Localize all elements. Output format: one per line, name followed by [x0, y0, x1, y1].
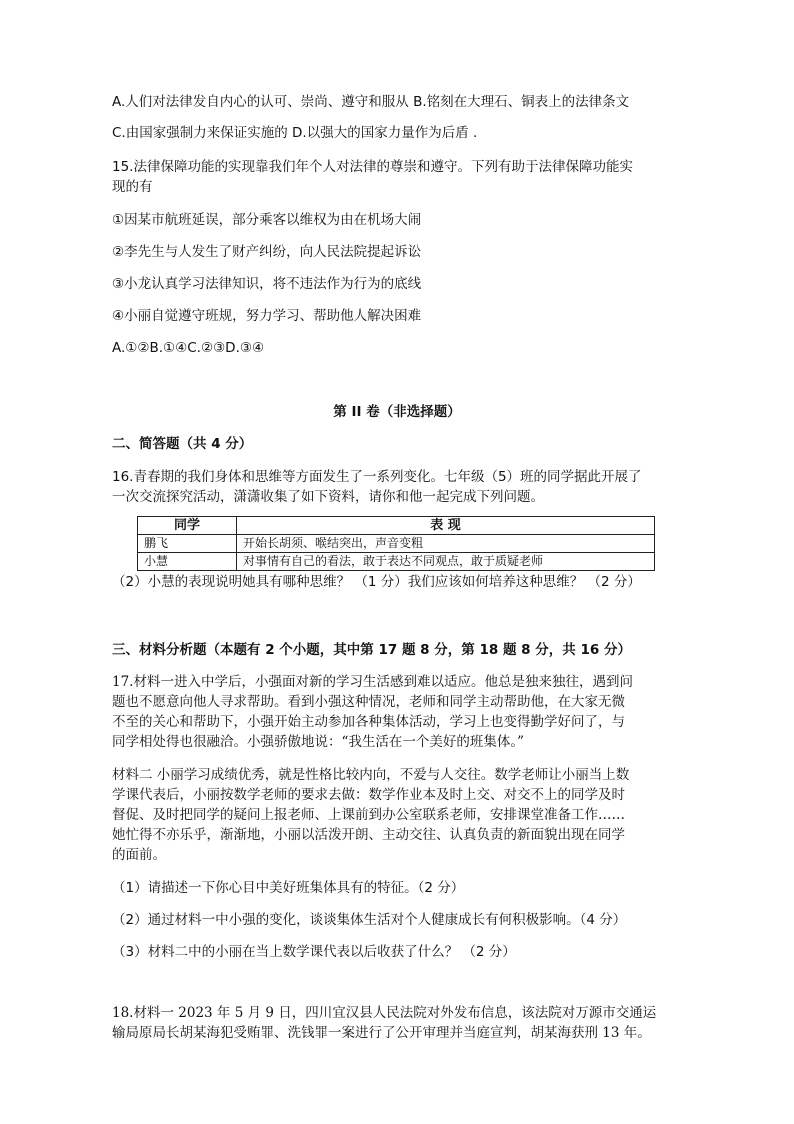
q15-item-2: ②李先生与人发生了财产纠纷，向人民法院提起诉讼: [112, 244, 422, 260]
q16-sub-question-2: （2）小慧的表现说明她具有哪种思维？ （1 分）我们应该如何培养这种思维？ （2 分）: [112, 574, 641, 590]
table-cell-name: 小慧: [138, 553, 237, 571]
q17-material2-line5: 的面前。: [112, 847, 166, 863]
q17-sub-question-2: （2）通过材料一中小强的变化，谈谈集体生活对个人健康成长有何积极影响。（4 分）: [112, 912, 627, 928]
table-cell-desc: 对事情有自己的看法，敢于表达不同观点，敢于质疑老师: [237, 553, 655, 571]
q17-material1-line1: 17.材料一进入中学后，小强面对新的学习生活感到难以适应。他总是独来独往，遇到问: [112, 674, 633, 690]
section2-heading: 二、简答题（共 4 分）: [112, 436, 253, 452]
q17-material2-line3: 督促、及时把同学的疑问上报老师、上课前到办公室联系老师，安排课堂准备工作……: [112, 807, 625, 823]
q15-stem-line1: 15.法律保障功能的实现靠我们年个人对法律的尊崇和遵守。下列有助于法律保障功能实: [112, 159, 633, 175]
table-cell-name: 鹏飞: [138, 535, 237, 553]
q17-sub-question-1: （1）请描述一下你心目中美好班集体具有的特征。（2 分）: [112, 880, 465, 896]
q17-material2-line1: 材料二 小丽学习成绩优秀，就是性格比较内向，不爱与人交往。数学老师让小丽当上数: [112, 767, 630, 783]
table-header-student: 同学: [138, 517, 237, 535]
q17-material1-line4: 同学相处得也很融洽。小强骄傲地说：“我生活在一个美好的班集体。”: [112, 734, 525, 750]
q15-item-1: ①因某市航班延误，部分乘客以维权为由在机场大闹: [112, 212, 422, 228]
q14-options-cd: C.由国家强制力来保证实施的 D.以强大的国家力量作为后盾 .: [112, 125, 478, 141]
q15-item-3: ③小龙认真学习法律知识，将不违法作为行为的底线: [112, 276, 422, 292]
q16-stem-line1: 16.青春期的我们身体和思维等方面发生了一系列变化。七年级（5）班的同学据此开展了: [112, 469, 642, 485]
part2-title: 第 II 卷（非选择题）: [333, 404, 461, 420]
q17-material1-line3: 不至的关心和帮助下，小强开始主动参加各种集体活动，学习上也变得勤学好问了，与: [112, 714, 625, 730]
q14-options-ab: A.人们对法律发自内心的认可、崇尚、遵守和服从 B.铭刻在大理石、铜表上的法律条文: [112, 94, 630, 110]
q17-sub-question-3: （3）材料二中的小丽在当上数学课代表以后收获了什么？ （2 分）: [112, 944, 516, 960]
table-cell-desc: 开始长胡须、喉结突出，声音变粗: [237, 535, 655, 553]
section3-heading: 三、材料分析题（本题有 2 个小题，其中第 17 题 8 分，第 18 题 8 分，共 16 分）: [112, 642, 631, 658]
q16-data-table: [137, 516, 655, 571]
q16-stem-line2: 一次交流探究活动，潇潇收集了如下资料，请你和他一起完成下列问题。: [112, 489, 544, 505]
table-header-behavior: 表 现: [237, 517, 655, 535]
table-row: [138, 535, 655, 553]
table-row: [138, 553, 655, 571]
q17-material2-line2: 学课代表后，小丽按数学老师的要求去做：数学作业本及时上交、对交不上的同学及时: [112, 787, 625, 803]
q15-options: A.①②B.①④C.②③D.③④: [112, 340, 265, 356]
table-header-row: [138, 517, 655, 535]
q15-item-4: ④小丽自觉遵守班规，努力学习、帮助他人解决困难: [112, 308, 422, 324]
q18-material1-line2: 输局原局长胡某海犯受贿罪、洗钱罪一案进行了公开审理并当庭宣判，胡某海获刑 13 年。: [112, 1025, 651, 1041]
q17-material1-line2: 题也不愿意向他人寻求帮助。看到小强这种情况，老师和同学主动帮助他，在大家无微: [112, 694, 625, 710]
q18-material1-line1: 18.材料一 2023 年 5 月 9 日，四川宜汉县人民法院对外发布信息，该法院对万源市交通运: [112, 1005, 657, 1021]
q17-material2-line4: 她忙得不亦乐乎，渐渐地，小丽以活泼开朗、主动交往、认真负责的新面貌出现在同学: [112, 827, 625, 843]
q15-stem-line2: 现的有: [112, 179, 153, 195]
